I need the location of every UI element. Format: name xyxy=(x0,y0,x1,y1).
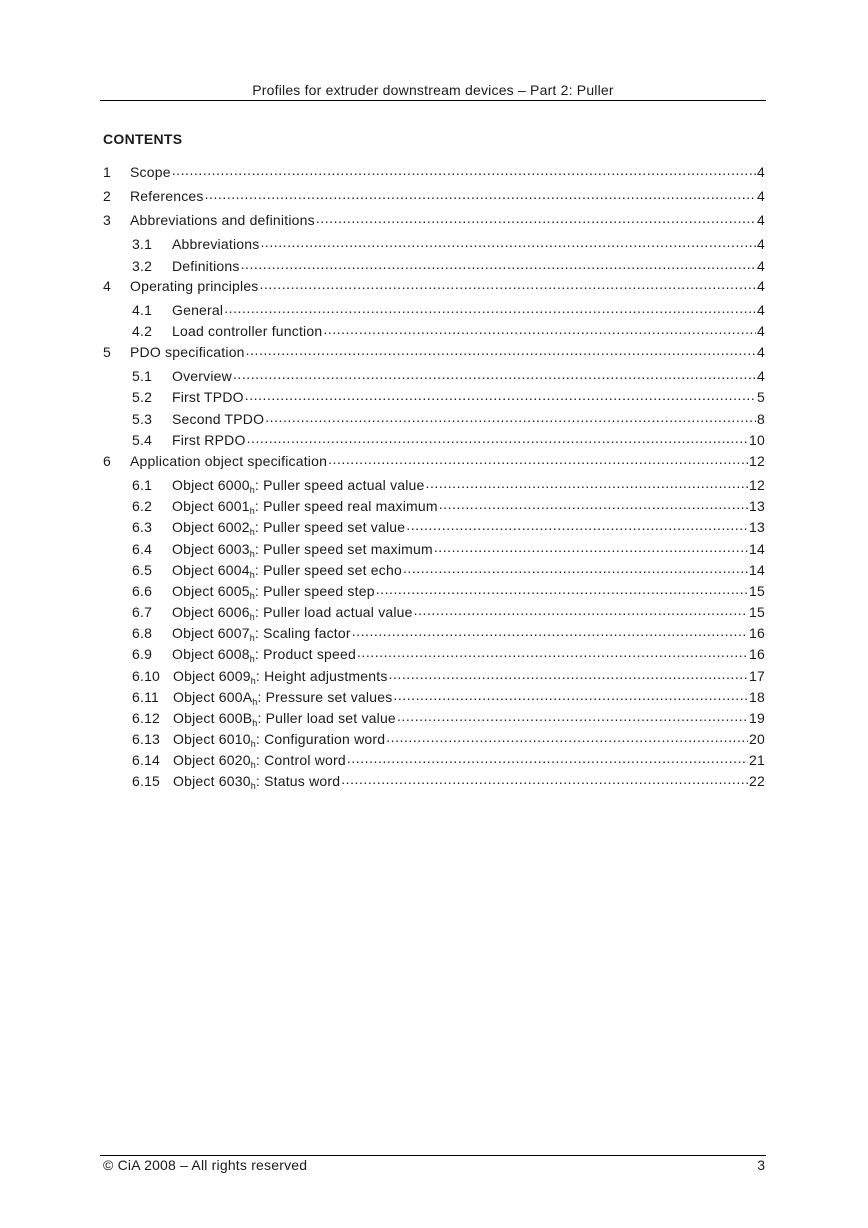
toc-object-description: : Control word xyxy=(255,752,346,768)
toc-entry[interactable] xyxy=(132,582,765,600)
toc-entry-page: 4 xyxy=(757,323,765,339)
hex-subscript: h xyxy=(249,527,255,537)
toc-object-id: Object 6030 xyxy=(173,773,251,789)
toc-entry-page: 22 xyxy=(749,773,765,789)
toc-entry-number: 3.1 xyxy=(132,236,153,252)
hex-subscript: h xyxy=(250,739,256,749)
toc-entry-page: 8 xyxy=(757,411,765,427)
toc-entry[interactable] xyxy=(103,452,765,470)
toc-entry-number: 5.2 xyxy=(132,389,153,405)
toc-entry-number: 6.7 xyxy=(132,604,153,620)
toc-entry-title xyxy=(172,625,351,641)
dot-leader xyxy=(406,518,748,532)
toc-object-description: : Puller speed step xyxy=(254,583,375,599)
toc-entry-title xyxy=(172,583,375,599)
toc-entry-number: 6.3 xyxy=(132,519,153,535)
toc-entry[interactable] xyxy=(132,561,765,579)
toc-object-id: Object 6000 xyxy=(172,477,250,493)
toc-entry[interactable] xyxy=(132,497,765,515)
hex-subscript: h xyxy=(249,633,255,643)
dot-leader xyxy=(246,343,756,357)
hex-subscript: h xyxy=(249,485,255,495)
hex-subscript: h xyxy=(250,781,256,791)
toc-entry-number: 5.4 xyxy=(132,432,153,448)
toc-entry-page: 15 xyxy=(749,604,765,620)
toc-object-description: : Status word xyxy=(255,773,341,789)
toc-entry-page: 4 xyxy=(757,212,765,228)
hex-subscript: h xyxy=(249,549,255,559)
toc-object-description: : Puller speed actual value xyxy=(254,477,425,493)
toc-entry[interactable] xyxy=(132,322,765,340)
toc-object-id: Object 6003 xyxy=(172,541,250,557)
toc-entry-title: Operating principles xyxy=(130,278,259,294)
toc-object-description: : Puller load actual value xyxy=(254,604,413,620)
toc-object-id: Object 6009 xyxy=(173,668,251,684)
toc-object-id: Object 6002 xyxy=(172,519,250,535)
toc-entry[interactable] xyxy=(132,431,765,449)
dot-leader xyxy=(172,163,756,177)
dot-leader xyxy=(328,452,748,466)
dot-leader xyxy=(224,301,756,315)
toc-object-description: : Puller speed set echo xyxy=(254,562,402,578)
toc-entry-page: 13 xyxy=(749,498,765,514)
footer-copyright: © CiA 2008 – All rights reserved xyxy=(103,1157,308,1173)
dot-leader xyxy=(260,235,756,249)
toc-object-id: Object 600A xyxy=(173,689,253,705)
hex-subscript: h xyxy=(250,676,256,686)
dot-leader xyxy=(403,561,748,575)
dot-leader xyxy=(389,667,748,681)
toc-entry-number: 6.6 xyxy=(132,583,153,599)
toc-entry-number: 2 xyxy=(103,188,111,204)
toc-entry-page: 4 xyxy=(757,258,765,274)
toc-entry-page: 15 xyxy=(749,583,765,599)
toc-entry[interactable] xyxy=(103,277,765,295)
dot-leader xyxy=(376,582,748,596)
toc-entry-page: 10 xyxy=(749,432,765,448)
toc-entry-page: 12 xyxy=(749,453,765,469)
dot-leader xyxy=(205,187,756,201)
toc-entry-title: Abbreviations and definitions xyxy=(130,212,315,228)
toc-entry-title: First RPDO xyxy=(172,432,246,448)
toc-object-id: Object 6005 xyxy=(172,583,250,599)
toc-entry-title xyxy=(172,646,356,662)
toc-entry-title xyxy=(172,519,405,535)
toc-entry-title xyxy=(173,710,396,726)
toc-entry-title: Scope xyxy=(130,164,171,180)
toc-entry[interactable] xyxy=(103,211,765,229)
toc-entry-number: 6.12 xyxy=(132,710,161,726)
toc-entry[interactable] xyxy=(132,772,765,790)
toc-object-description: : Configuration word xyxy=(255,731,386,747)
toc-entry-title xyxy=(172,498,438,514)
toc-entry[interactable] xyxy=(132,518,765,536)
hex-subscript: h xyxy=(249,654,255,664)
toc-entry[interactable] xyxy=(132,751,765,769)
toc-entry-page: 19 xyxy=(749,710,765,726)
toc-entry-title: First TPDO xyxy=(172,389,244,405)
toc-entry-number: 6.2 xyxy=(132,498,153,514)
toc-entry-page: 17 xyxy=(749,668,765,684)
toc-entry[interactable] xyxy=(132,667,765,685)
toc-object-description: : Puller speed set maximum xyxy=(254,541,433,557)
toc-entry[interactable] xyxy=(132,603,765,621)
toc-object-id: Object 6006 xyxy=(172,604,250,620)
toc-entry-number: 3 xyxy=(103,212,111,228)
toc-entry-number: 6 xyxy=(103,453,111,469)
toc-object-description: : Product speed xyxy=(254,646,356,662)
toc-object-id: Object 6004 xyxy=(172,562,250,578)
toc-entry-page: 14 xyxy=(749,541,765,557)
hex-subscript: h xyxy=(252,697,258,707)
toc-entry-title xyxy=(172,562,402,578)
dot-leader xyxy=(439,497,748,511)
toc-entry-number: 4 xyxy=(103,278,111,294)
toc-entry-number: 6.4 xyxy=(132,541,153,557)
hex-subscript: h xyxy=(249,570,255,580)
toc-entry-page: 14 xyxy=(749,562,765,578)
toc-entry[interactable] xyxy=(132,645,765,663)
dot-leader xyxy=(357,645,748,659)
toc-object-id: Object 6020 xyxy=(173,752,251,768)
toc-entry-number: 1 xyxy=(103,164,111,180)
dot-leader xyxy=(352,624,748,638)
toc-entry-title xyxy=(173,668,388,684)
dot-leader xyxy=(397,709,748,723)
toc-entry[interactable] xyxy=(103,187,765,205)
dot-leader xyxy=(323,322,756,336)
toc-entry-page: 4 xyxy=(757,236,765,252)
dot-leader xyxy=(347,751,748,765)
toc-entry-number: 5.1 xyxy=(132,368,153,384)
toc-entry-title xyxy=(173,752,346,768)
toc-object-id: Object 6008 xyxy=(172,646,250,662)
toc-object-description: : Pressure set values xyxy=(257,689,393,705)
toc-entry-page: 12 xyxy=(749,477,765,493)
toc-entry-title: Application object specification xyxy=(130,453,328,469)
toc-entry-number: 6.11 xyxy=(132,689,160,705)
toc-entry-title xyxy=(173,689,392,705)
dot-leader xyxy=(260,277,756,291)
toc-object-description: : Puller load set value xyxy=(257,710,396,726)
toc-entry-number: 4.2 xyxy=(132,323,153,339)
toc-entry-number: 5 xyxy=(103,344,111,360)
toc-object-description: : Height adjustments xyxy=(255,668,388,684)
dot-leader xyxy=(265,410,756,424)
toc-entry[interactable] xyxy=(103,343,765,361)
toc-entry-page: 4 xyxy=(757,344,765,360)
dot-leader xyxy=(434,540,748,554)
hex-subscript: h xyxy=(249,506,255,516)
toc-entry-page: 16 xyxy=(749,625,765,641)
toc-object-id: Object 600B xyxy=(173,710,253,726)
toc-entry-number: 3.2 xyxy=(132,258,153,274)
toc-entry-title: Second TPDO xyxy=(172,411,265,427)
toc-entry[interactable] xyxy=(132,301,765,319)
toc-object-description: : Puller speed real maximum xyxy=(254,498,438,514)
toc-entry[interactable] xyxy=(132,257,765,275)
toc-entry-number: 6.1 xyxy=(132,477,153,493)
dot-leader xyxy=(341,772,748,786)
toc-entry-title: Load controller function xyxy=(172,323,323,339)
toc-entry-title: References xyxy=(130,188,204,204)
toc-entry-title: Overview xyxy=(172,368,232,384)
dot-leader xyxy=(393,688,748,702)
toc-object-id: Object 6010 xyxy=(173,731,251,747)
toc-entry-page: 4 xyxy=(757,368,765,384)
toc-entry-page: 21 xyxy=(749,752,765,768)
header-rule xyxy=(100,100,766,101)
toc-entry-page: 18 xyxy=(749,689,765,705)
dot-leader xyxy=(414,603,748,617)
dot-leader xyxy=(245,388,756,402)
toc-entry-title xyxy=(172,541,433,557)
toc-entry[interactable] xyxy=(103,163,765,181)
toc-entry[interactable] xyxy=(132,235,765,253)
toc-entry-number: 5.3 xyxy=(132,411,153,427)
toc-entry[interactable] xyxy=(132,410,765,428)
toc-entry-number: 4.1 xyxy=(132,302,153,318)
contents-heading: CONTENTS xyxy=(103,131,183,147)
dot-leader xyxy=(426,476,748,490)
toc-entry[interactable] xyxy=(132,730,765,748)
toc-entry-page: 16 xyxy=(749,646,765,662)
toc-entry-title: Abbreviations xyxy=(172,236,260,252)
hex-subscript: h xyxy=(249,612,255,622)
toc-entry[interactable] xyxy=(132,624,765,642)
toc-entry[interactable] xyxy=(132,388,765,406)
toc-entry-title: PDO specification xyxy=(130,344,245,360)
dot-leader xyxy=(247,431,748,445)
toc-object-description: : Scaling factor xyxy=(254,625,351,641)
hex-subscript: h xyxy=(252,718,258,728)
toc-entry-number: 6.13 xyxy=(132,731,161,747)
footer-rule xyxy=(100,1155,766,1156)
toc-entry-title xyxy=(172,604,413,620)
toc-entry-page: 4 xyxy=(757,302,765,318)
toc-entry-number: 6.8 xyxy=(132,625,153,641)
toc-entry[interactable] xyxy=(132,540,765,558)
toc-entry[interactable] xyxy=(132,476,765,494)
toc-entry-title xyxy=(173,773,340,789)
toc-object-description: : Puller speed set value xyxy=(254,519,406,535)
hex-subscript: h xyxy=(249,591,255,601)
dot-leader xyxy=(241,257,756,271)
toc-entry-page: 4 xyxy=(757,188,765,204)
dot-leader xyxy=(233,367,756,381)
toc-entry-page: 4 xyxy=(757,278,765,294)
toc-entry-number: 6.9 xyxy=(132,646,153,662)
toc-entry-number: 6.15 xyxy=(132,773,161,789)
toc-entry-page: 20 xyxy=(749,731,765,747)
hex-subscript: h xyxy=(250,760,256,770)
toc-object-id: Object 6007 xyxy=(172,625,250,641)
footer-page-number: 3 xyxy=(757,1157,765,1173)
toc-entry-title: General xyxy=(172,302,224,318)
toc-entry-page: 13 xyxy=(749,519,765,535)
toc-entry-number: 6.14 xyxy=(132,752,161,768)
page-header-title: Profiles for extruder downstream devices – Part 2: Puller xyxy=(252,82,614,98)
toc-entry-number: 6.10 xyxy=(132,668,161,684)
toc-entry-title: Definitions xyxy=(172,258,240,274)
toc-entry[interactable] xyxy=(132,688,765,706)
toc-entry-title xyxy=(172,477,425,493)
toc-entry-title xyxy=(173,731,385,747)
dot-leader xyxy=(386,730,748,744)
toc-object-id: Object 6001 xyxy=(172,498,250,514)
toc-entry-page: 5 xyxy=(757,389,765,405)
toc-entry-number: 6.5 xyxy=(132,562,153,578)
toc-entry[interactable] xyxy=(132,367,765,385)
toc-entry-page: 4 xyxy=(757,164,765,180)
dot-leader xyxy=(316,211,756,225)
toc-entry[interactable] xyxy=(132,709,765,727)
